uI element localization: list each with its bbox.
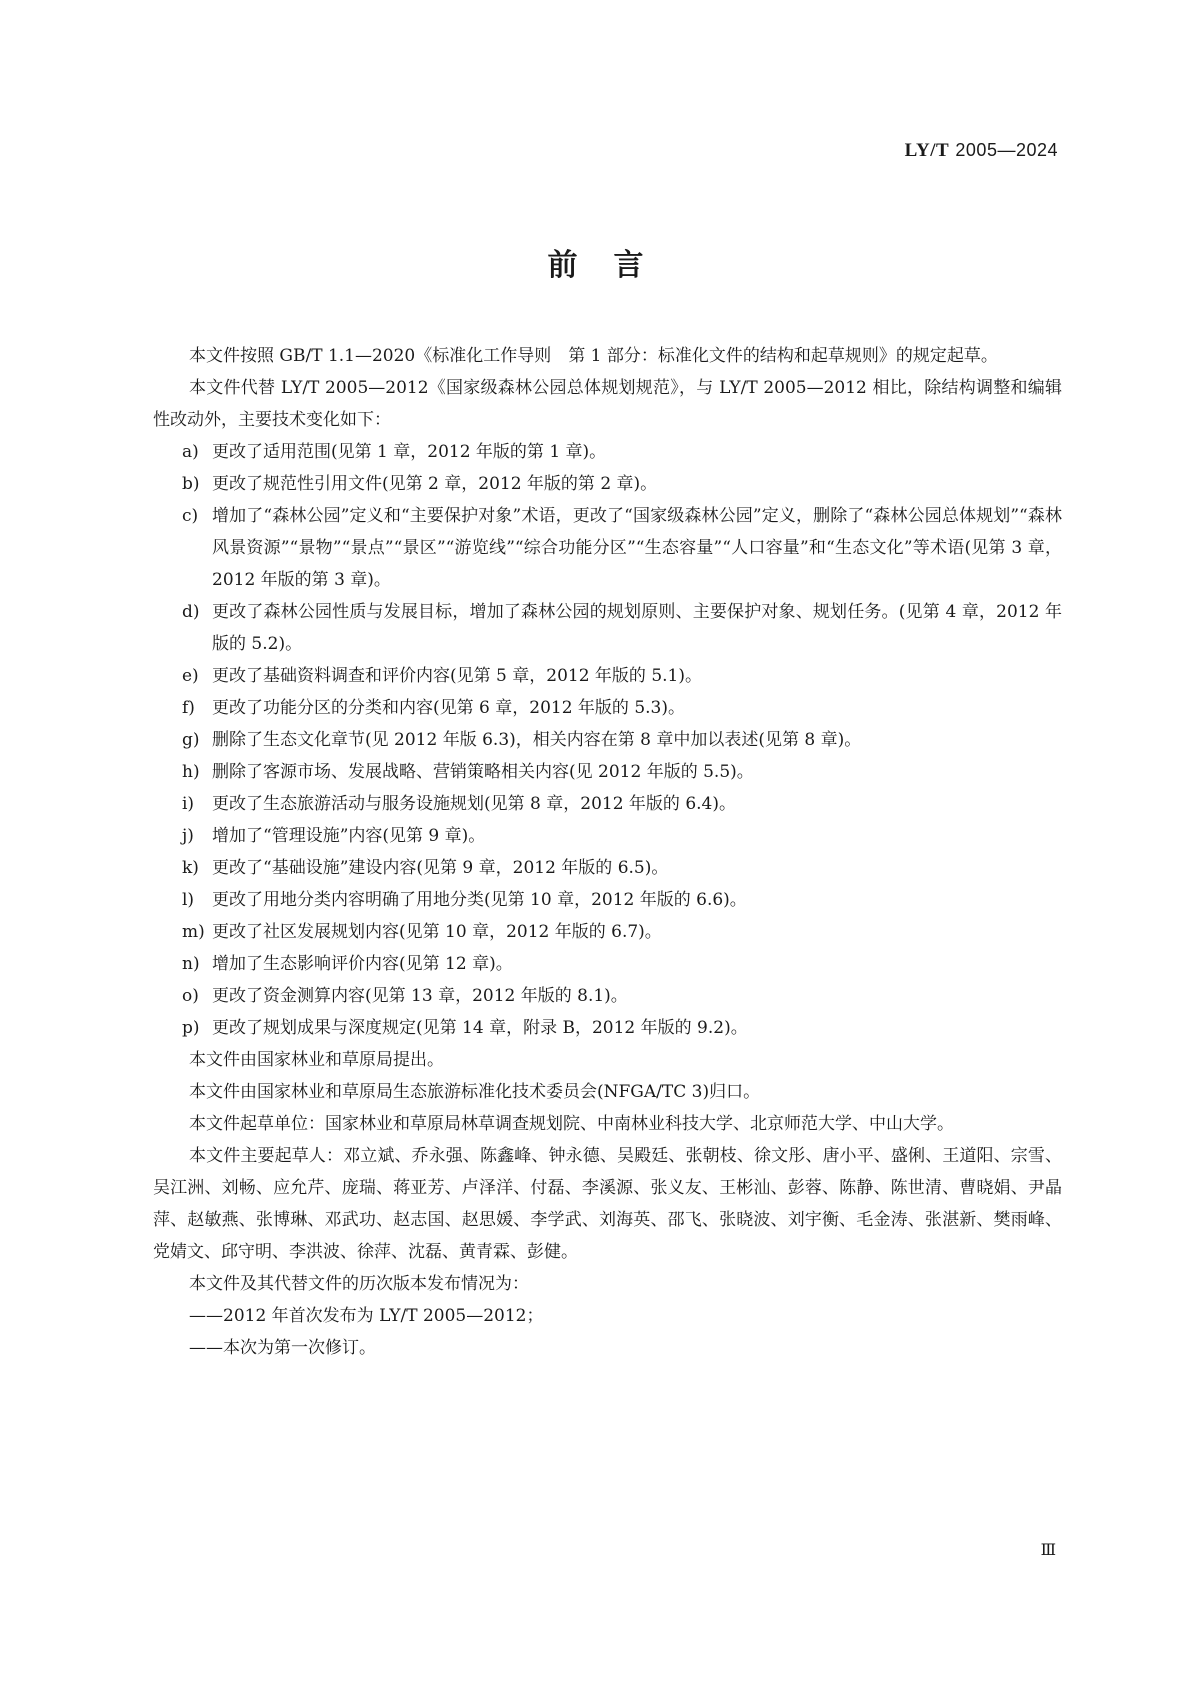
list-text: 更改了生态旅游活动与服务设施规划(见第 8 章，2012 年版的 6.4)。	[212, 794, 736, 814]
change-item	[153, 820, 1062, 852]
list-text: 更改了适用范围(见第 1 章，2012 年版的第 1 章)。	[212, 442, 607, 462]
code-prefix: LY/T	[904, 140, 950, 161]
page-number: Ⅲ	[1040, 1540, 1056, 1559]
list-marker: a)	[182, 442, 199, 462]
list-marker: e)	[182, 666, 199, 686]
intro-paragraph: 本文件代替 LY/T 2005—2012《国家级森林公园总体规划规范》，与 LY/T 2005—2012 相比，除结构调整和编辑性改动外，主要技术变化如下：	[153, 378, 1062, 430]
list-text: 更改了森林公园性质与发展目标，增加了森林公园的规划原则、主要保护对象、规划任务。(见第 4 章，2012 年版的 5.2)。	[212, 602, 1062, 654]
history-intro: 本文件及其代替文件的历次版本发布情况为：	[189, 1274, 529, 1294]
list-marker: g)	[182, 730, 200, 750]
change-item	[153, 980, 1062, 1012]
change-item	[153, 916, 1062, 948]
list-text: 删除了生态文化章节(见 2012 年版 6.3)，相关内容在第 8 章中加以表述(见第 8 章)。	[212, 730, 862, 750]
list-text: 更改了规范性引用文件(见第 2 章，2012 年版的第 2 章)。	[212, 474, 658, 494]
change-item	[153, 852, 1062, 884]
list-text: 更改了用地分类内容明确了用地分类(见第 10 章，2012 年版的 6.6)。	[212, 890, 747, 910]
change-item	[153, 1012, 1062, 1044]
change-item	[153, 948, 1062, 980]
list-marker: c)	[182, 506, 199, 526]
list-text: 更改了“基础设施”建设内容(见第 9 章，2012 年版的 6.5)。	[212, 858, 669, 878]
list-marker: p)	[182, 1018, 200, 1038]
closing-paragraph: 本文件由国家林业和草原局生态旅游标准化技术委员会(NFGA/TC 3)归口。	[189, 1082, 761, 1102]
list-marker: i)	[182, 794, 195, 814]
change-item	[153, 692, 1062, 724]
list-text: 更改了基础资料调查和评价内容(见第 5 章，2012 年版的 5.1)。	[212, 666, 702, 686]
list-text: 删除了客源市场、发展战略、营销策略相关内容(见 2012 年版的 5.5)。	[212, 762, 754, 782]
list-marker: d)	[182, 602, 200, 622]
document-code	[905, 140, 1058, 162]
list-marker: m)	[182, 922, 205, 942]
preface-body	[153, 340, 1062, 1364]
list-marker: k)	[182, 858, 199, 878]
list-text: 更改了规划成果与深度规定(见第 14 章，附录 B，2012 年版的 9.2)。	[212, 1018, 748, 1038]
list-text: 增加了生态影响评价内容(见第 12 章)。	[212, 954, 513, 974]
change-item	[153, 596, 1062, 660]
list-text: 增加了“森林公园”定义和“主要保护对象”术语，更改了“国家级森林公园”定义，删除了“森林公园总体规划”“森林风景资源”“景物”“景点”“景区”“游览线”“综合功能分区”“生态容量”“人口容量”和“生态文化”等术语(见第 3 章，2012 年版的第 3 章)。	[212, 506, 1062, 590]
list-marker: l)	[182, 890, 195, 910]
code-number: 2005—2024	[955, 140, 1058, 160]
list-text: 更改了社区发展规划内容(见第 10 章，2012 年版的 6.7)。	[212, 922, 662, 942]
closing-paragraph: 本文件由国家林业和草原局提出。	[189, 1050, 444, 1070]
history-item: ——本次为第一次修订。	[189, 1338, 376, 1358]
list-marker: b)	[182, 474, 200, 494]
list-marker: j)	[182, 826, 194, 846]
list-marker: h)	[182, 762, 200, 782]
page-title: 前言	[547, 248, 680, 283]
change-item	[153, 756, 1062, 788]
list-marker: n)	[182, 954, 200, 974]
list-text: 更改了功能分区的分类和内容(见第 6 章，2012 年版的 5.3)。	[212, 698, 685, 718]
change-item	[153, 500, 1062, 596]
list-text: 更改了资金测算内容(见第 13 章，2012 年版的 8.1)。	[212, 986, 628, 1006]
change-item	[153, 468, 1062, 500]
list-marker: o)	[182, 986, 199, 1006]
list-text: 增加了“管理设施”内容(见第 9 章)。	[212, 826, 486, 846]
list-marker: f)	[182, 698, 195, 718]
drafting-units: 本文件起草单位：国家林业和草原局林草调查规划院、中南林业科技大学、北京师范大学、中山大学。	[189, 1114, 954, 1134]
change-item	[153, 436, 1062, 468]
intro-paragraph: 本文件按照 GB/T 1.1—2020《标准化工作导则 第 1 部分：标准化文件的结构和起草规则》的规定起草。	[189, 346, 998, 366]
change-item	[153, 884, 1062, 916]
change-item	[153, 660, 1062, 692]
drafters: 本文件主要起草人：邓立斌、乔永强、陈鑫峰、钟永德、吴殿廷、张朝枝、徐文彤、唐小平、盛俐、王道阳、宗雪、吴江洲、刘畅、应允芹、庞瑞、蒋亚芳、卢泽洋、付磊、李溪源、张义友、王彬汕、彭蓉、陈静、陈世清、曹晓娟、尹晶萍、赵敏燕、张博琳、邓武功、赵志国、赵思媛、李学武、刘海英、邵飞、张晓波、刘宇衡、毛金涛、张湛新、樊雨峰、党婧文、邱守明、李洪波、徐萍、沈磊、黄青霖、彭健。	[153, 1146, 1062, 1262]
change-item	[153, 724, 1062, 756]
change-item	[153, 788, 1062, 820]
history-item: ——2012 年首次发布为 LY/T 2005—2012；	[189, 1306, 544, 1326]
